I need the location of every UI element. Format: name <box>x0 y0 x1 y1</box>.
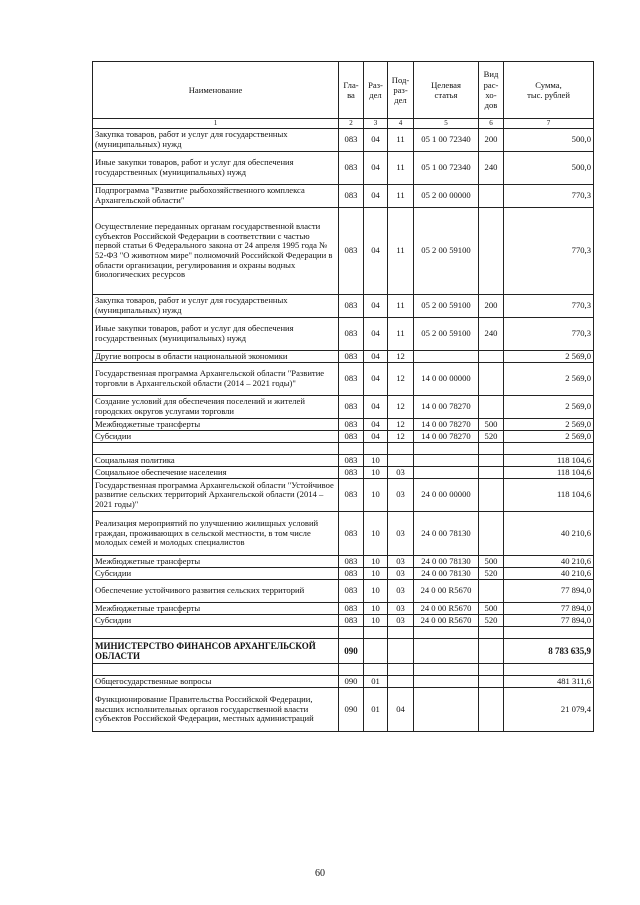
header-row <box>93 62 594 119</box>
table-row <box>93 419 594 431</box>
row-subsection-cell: 12 <box>388 431 414 443</box>
table-row <box>93 208 594 295</box>
row-target-cell: 05 1 00 72340 <box>414 152 479 185</box>
row-expense-type-cell <box>479 580 504 603</box>
row-amount-cell: 77 894,0 <box>504 603 594 615</box>
row-section-cell: 10 <box>364 568 388 580</box>
blank-row <box>93 443 594 455</box>
row-chapter-cell: 083 <box>339 318 364 351</box>
row-expense-type-cell <box>479 396 504 419</box>
row-subsection-cell: 03 <box>388 568 414 580</box>
row-target-cell <box>414 467 479 479</box>
row-target-cell: 24 0 00 R5670 <box>414 603 479 615</box>
row-subsection-cell: 11 <box>388 318 414 351</box>
row-expense-type-cell: 520 <box>479 431 504 443</box>
col-number: 4 <box>388 119 414 129</box>
row-expense-type-cell: 500 <box>479 556 504 568</box>
row-name-cell: Закупка товаров, работ и услуг для государственных (муниципальных) нужд <box>93 295 339 318</box>
row-section-cell: 04 <box>364 295 388 318</box>
row-subsection-cell <box>388 664 414 676</box>
table-row <box>93 615 594 627</box>
row-subsection-cell: 03 <box>388 603 414 615</box>
row-subsection-cell: 11 <box>388 129 414 152</box>
row-chapter-cell: 083 <box>339 603 364 615</box>
row-expense-type-cell <box>479 639 504 664</box>
row-amount-cell: 2 569,0 <box>504 431 594 443</box>
row-target-cell <box>414 351 479 363</box>
table-row <box>93 479 594 512</box>
row-target-cell: 24 0 00 78130 <box>414 556 479 568</box>
row-amount-cell: 118 104,6 <box>504 479 594 512</box>
row-section-cell: 10 <box>364 512 388 556</box>
row-name-cell: Субсидии <box>93 431 339 443</box>
table-row <box>93 512 594 556</box>
row-expense-type-cell: 240 <box>479 152 504 185</box>
row-target-cell: 24 0 00 78130 <box>414 568 479 580</box>
row-section-cell: 04 <box>364 185 388 208</box>
header-name: Наименование <box>93 62 339 119</box>
row-target-cell: 24 0 00 00000 <box>414 479 479 512</box>
table-row <box>93 455 594 467</box>
row-name-cell: Государственная программа Архангельской области "Развитие торговли в Архангельской области (2014 – 2021 годы)" <box>93 363 339 396</box>
row-chapter-cell <box>339 627 364 639</box>
row-subsection-cell: 03 <box>388 467 414 479</box>
row-section-cell <box>364 639 388 664</box>
row-name-cell: Осуществление переданных органам государственной власти субъектов Российской Федерации в соответствии с частью первой статьи 6 Федерального закона от 24 апреля 1995 года № 52-ФЗ "О животном мире" полномочий Российской Федерации в области организации, регулирования и охраны водных биологических ресурсов <box>93 208 339 295</box>
blank-row <box>93 664 594 676</box>
header-section <box>364 62 388 119</box>
row-section-cell: 10 <box>364 603 388 615</box>
row-name-cell <box>93 627 339 639</box>
row-name-cell: Закупка товаров, работ и услуг для государственных (муниципальных) нужд <box>93 129 339 152</box>
row-amount-cell: 500,0 <box>504 152 594 185</box>
header-subsection <box>388 62 414 119</box>
table-row <box>93 351 594 363</box>
row-name-cell: Реализация мероприятий по улучшению жилищных условий граждан, проживающих в сельской местности, в том числе молодых семей и молодых специалистов <box>93 512 339 556</box>
row-name-cell: Межбюджетные трансферты <box>93 419 339 431</box>
row-target-cell: 05 2 00 59100 <box>414 318 479 351</box>
row-target-cell <box>414 688 479 732</box>
row-expense-type-cell <box>479 467 504 479</box>
row-amount-cell: 40 210,6 <box>504 568 594 580</box>
row-section-cell: 10 <box>364 467 388 479</box>
row-amount-cell: 118 104,6 <box>504 455 594 467</box>
row-section-cell <box>364 443 388 455</box>
header-expense-type <box>479 62 504 119</box>
row-name-cell: Функционирование Правительства Российской Федерации, высших исполнительных органов государственной власти субъектов Российской Федерации, местных администраций <box>93 688 339 732</box>
col-number: 7 <box>504 119 594 129</box>
row-expense-type-cell <box>479 185 504 208</box>
row-section-cell: 10 <box>364 455 388 467</box>
row-expense-type-cell <box>479 688 504 732</box>
row-chapter-cell: 083 <box>339 396 364 419</box>
header-chapter <box>339 62 364 119</box>
row-expense-type-cell <box>479 443 504 455</box>
row-section-cell: 10 <box>364 479 388 512</box>
table-row <box>93 688 594 732</box>
row-subsection-cell: 03 <box>388 479 414 512</box>
row-section-cell: 10 <box>364 580 388 603</box>
row-amount-cell: 770,3 <box>504 208 594 295</box>
row-section-cell: 04 <box>364 396 388 419</box>
page-number: 60 <box>315 868 325 879</box>
row-section-cell: 04 <box>364 318 388 351</box>
table-row <box>93 318 594 351</box>
row-chapter-cell: 083 <box>339 129 364 152</box>
row-expense-type-cell: 240 <box>479 318 504 351</box>
row-amount-cell: 770,3 <box>504 318 594 351</box>
row-amount-cell: 500,0 <box>504 129 594 152</box>
header-chapter-text: Гла- ва <box>343 79 359 100</box>
row-target-cell: 14 0 00 78270 <box>414 396 479 419</box>
row-section-cell: 04 <box>364 152 388 185</box>
row-subsection-cell: 12 <box>388 396 414 419</box>
row-expense-type-cell <box>479 363 504 396</box>
header-subsection-text: Под- раз- дел <box>391 74 410 106</box>
row-chapter-cell: 083 <box>339 615 364 627</box>
row-amount-cell: 118 104,6 <box>504 467 594 479</box>
header-section-text: Раз- дел <box>368 79 383 100</box>
budget-table <box>92 61 594 732</box>
header-amount <box>504 62 594 119</box>
row-subsection-cell: 11 <box>388 152 414 185</box>
row-target-cell <box>414 676 479 688</box>
table-row <box>93 185 594 208</box>
table-row <box>93 467 594 479</box>
col-number: 6 <box>479 119 504 129</box>
row-expense-type-cell <box>479 351 504 363</box>
row-subsection-cell: 03 <box>388 615 414 627</box>
row-section-cell: 10 <box>364 556 388 568</box>
row-expense-type-cell: 500 <box>479 603 504 615</box>
row-name-cell: Межбюджетные трансферты <box>93 556 339 568</box>
row-chapter-cell: 083 <box>339 431 364 443</box>
row-chapter-cell: 083 <box>339 152 364 185</box>
row-subsection-cell: 12 <box>388 419 414 431</box>
row-name-cell: Социальная политика <box>93 455 339 467</box>
row-chapter-cell <box>339 664 364 676</box>
row-amount-cell <box>504 664 594 676</box>
blank-row <box>93 627 594 639</box>
row-expense-type-cell <box>479 208 504 295</box>
table-body <box>93 129 594 732</box>
row-section-cell: 01 <box>364 676 388 688</box>
row-subsection-cell: 04 <box>388 688 414 732</box>
header-target-text: Целевая статья <box>431 79 461 100</box>
row-name-cell: Субсидии <box>93 568 339 580</box>
row-subsection-cell <box>388 639 414 664</box>
row-amount-cell <box>504 443 594 455</box>
row-chapter-cell: 083 <box>339 580 364 603</box>
col-number: 5 <box>414 119 479 129</box>
row-section-cell: 04 <box>364 208 388 295</box>
row-name-cell: МИНИСТЕРСТВО ФИНАНСОВ АРХАНГЕЛЬСКОЙ ОБЛАСТИ <box>93 639 339 664</box>
table-row <box>93 676 594 688</box>
row-amount-cell: 481 311,6 <box>504 676 594 688</box>
row-subsection-cell: 03 <box>388 580 414 603</box>
row-target-cell: 05 2 00 59100 <box>414 295 479 318</box>
row-expense-type-cell: 520 <box>479 615 504 627</box>
row-target-cell: 14 0 00 78270 <box>414 419 479 431</box>
column-number-row <box>93 119 594 129</box>
row-target-cell: 05 2 00 00000 <box>414 185 479 208</box>
row-subsection-cell: 12 <box>388 363 414 396</box>
row-target-cell: 24 0 00 R5670 <box>414 615 479 627</box>
row-name-cell <box>93 443 339 455</box>
row-section-cell: 10 <box>364 615 388 627</box>
row-chapter-cell: 083 <box>339 185 364 208</box>
row-name-cell: Государственная программа Архангельской области "Устойчивое развитие сельских территорий Архангельской области (2014 – 2021 годы)" <box>93 479 339 512</box>
row-section-cell <box>364 627 388 639</box>
row-amount-cell: 21 079,4 <box>504 688 594 732</box>
row-expense-type-cell <box>479 664 504 676</box>
row-expense-type-cell: 200 <box>479 295 504 318</box>
row-target-cell <box>414 455 479 467</box>
table-row <box>93 363 594 396</box>
row-target-cell: 24 0 00 R5670 <box>414 580 479 603</box>
table-row <box>93 639 594 664</box>
row-amount-cell: 2 569,0 <box>504 363 594 396</box>
row-amount-cell: 40 210,6 <box>504 556 594 568</box>
row-target-cell: 14 0 00 78270 <box>414 431 479 443</box>
table-row <box>93 603 594 615</box>
row-chapter-cell: 083 <box>339 479 364 512</box>
row-chapter-cell: 083 <box>339 512 364 556</box>
row-amount-cell: 2 569,0 <box>504 351 594 363</box>
table-row <box>93 431 594 443</box>
col-number: 1 <box>93 119 339 129</box>
row-amount-cell: 2 569,0 <box>504 396 594 419</box>
row-target-cell <box>414 639 479 664</box>
row-target-cell: 05 1 00 72340 <box>414 129 479 152</box>
row-name-cell: Межбюджетные трансферты <box>93 603 339 615</box>
row-amount-cell: 40 210,6 <box>504 512 594 556</box>
row-expense-type-cell: 520 <box>479 568 504 580</box>
row-chapter-cell <box>339 443 364 455</box>
row-section-cell: 04 <box>364 363 388 396</box>
row-chapter-cell: 090 <box>339 676 364 688</box>
row-chapter-cell: 083 <box>339 455 364 467</box>
row-name-cell: Другие вопросы в области национальной экономики <box>93 351 339 363</box>
row-expense-type-cell <box>479 479 504 512</box>
col-number: 2 <box>339 119 364 129</box>
row-subsection-cell: 03 <box>388 512 414 556</box>
table-row <box>93 568 594 580</box>
table-row <box>93 556 594 568</box>
table-row <box>93 396 594 419</box>
header-amount-text: Сумма, тыс. рублей <box>527 79 570 100</box>
row-chapter-cell: 083 <box>339 556 364 568</box>
row-amount-cell: 77 894,0 <box>504 615 594 627</box>
row-target-cell: 14 0 00 00000 <box>414 363 479 396</box>
row-section-cell: 04 <box>364 351 388 363</box>
row-subsection-cell <box>388 443 414 455</box>
row-name-cell: Подпрограмма "Развитие рыбохозяйственного комплекса Архангельской области" <box>93 185 339 208</box>
row-expense-type-cell <box>479 627 504 639</box>
row-target-cell <box>414 627 479 639</box>
table-row <box>93 580 594 603</box>
row-amount-cell: 770,3 <box>504 185 594 208</box>
header-target <box>414 62 479 119</box>
row-section-cell: 04 <box>364 431 388 443</box>
row-chapter-cell: 083 <box>339 467 364 479</box>
header-expense-type-text: Вид рас- хо- дов <box>483 69 499 111</box>
row-chapter-cell: 090 <box>339 639 364 664</box>
row-subsection-cell: 11 <box>388 208 414 295</box>
row-subsection-cell: 11 <box>388 185 414 208</box>
row-amount-cell <box>504 627 594 639</box>
row-subsection-cell <box>388 676 414 688</box>
row-chapter-cell: 083 <box>339 363 364 396</box>
row-amount-cell: 770,3 <box>504 295 594 318</box>
row-name-cell: Социальное обеспечение населения <box>93 467 339 479</box>
table-row <box>93 129 594 152</box>
row-expense-type-cell <box>479 512 504 556</box>
row-subsection-cell: 12 <box>388 351 414 363</box>
row-section-cell: 01 <box>364 688 388 732</box>
row-name-cell: Иные закупки товаров, работ и услуг для обеспечения государственных (муниципальных) нужд <box>93 152 339 185</box>
row-section-cell: 04 <box>364 419 388 431</box>
row-target-cell <box>414 664 479 676</box>
row-target-cell: 24 0 00 78130 <box>414 512 479 556</box>
row-target-cell: 05 2 00 59100 <box>414 208 479 295</box>
row-subsection-cell <box>388 627 414 639</box>
row-expense-type-cell: 500 <box>479 419 504 431</box>
row-chapter-cell: 083 <box>339 295 364 318</box>
row-amount-cell: 77 894,0 <box>504 580 594 603</box>
row-subsection-cell <box>388 455 414 467</box>
row-name-cell <box>93 664 339 676</box>
row-amount-cell: 8 783 635,9 <box>504 639 594 664</box>
col-number: 3 <box>364 119 388 129</box>
row-name-cell: Создание условий для обеспечения поселений и жителей городских округов услугами торговли <box>93 396 339 419</box>
table-row <box>93 152 594 185</box>
row-amount-cell: 2 569,0 <box>504 419 594 431</box>
row-chapter-cell: 083 <box>339 351 364 363</box>
row-chapter-cell: 083 <box>339 208 364 295</box>
row-chapter-cell: 083 <box>339 568 364 580</box>
row-chapter-cell: 090 <box>339 688 364 732</box>
row-chapter-cell: 083 <box>339 419 364 431</box>
row-name-cell: Иные закупки товаров, работ и услуг для обеспечения государственных (муниципальных) нужд <box>93 318 339 351</box>
row-target-cell <box>414 443 479 455</box>
row-subsection-cell: 11 <box>388 295 414 318</box>
row-section-cell: 04 <box>364 129 388 152</box>
row-expense-type-cell <box>479 455 504 467</box>
row-subsection-cell: 03 <box>388 556 414 568</box>
row-expense-type-cell <box>479 676 504 688</box>
row-name-cell: Субсидии <box>93 615 339 627</box>
table-row <box>93 295 594 318</box>
row-expense-type-cell: 200 <box>479 129 504 152</box>
row-name-cell: Обеспечение устойчивого развития сельских территорий <box>93 580 339 603</box>
row-name-cell: Общегосударственные вопросы <box>93 676 339 688</box>
row-section-cell <box>364 664 388 676</box>
